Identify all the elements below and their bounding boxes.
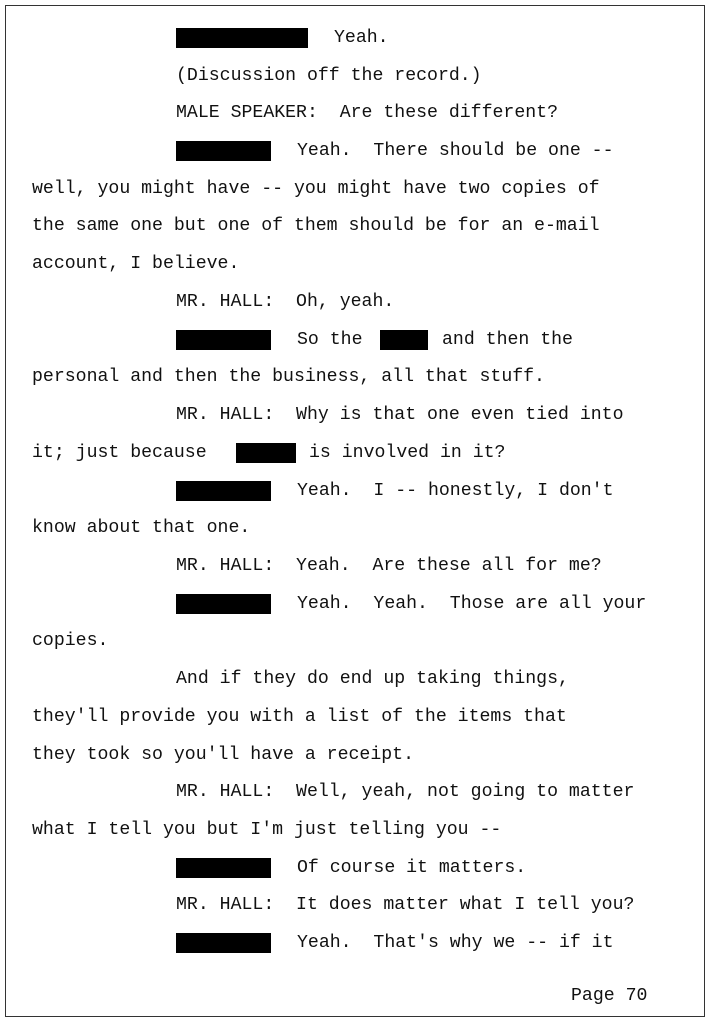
- transcript-line: [6, 591, 647, 617]
- transcript-line: [6, 817, 502, 843]
- transcript-line: [6, 251, 240, 277]
- line-text: So the: [297, 330, 363, 350]
- transcript-line: [6, 289, 395, 315]
- transcript-line: [6, 855, 527, 881]
- transcript-line: [6, 176, 600, 202]
- transcript-line: [6, 704, 567, 730]
- redaction-bar: [236, 443, 296, 463]
- line-text: Yeah.: [334, 28, 389, 48]
- line-text: Yeah. There should be one --: [297, 141, 614, 161]
- transcript-line: [6, 364, 545, 390]
- redaction-bar: [176, 141, 271, 161]
- transcript-line: [6, 138, 614, 164]
- transcript-line: [6, 892, 635, 918]
- transcript-line: [6, 100, 558, 126]
- line-text: Yeah. That's why we -- if it: [297, 933, 614, 953]
- transcript-line: [6, 515, 251, 541]
- redaction-bar: [176, 481, 271, 501]
- transcript-line: [6, 666, 569, 692]
- line-text: copies.: [32, 631, 109, 651]
- line-text: Of course it matters.: [297, 858, 527, 878]
- line-text: what I tell you but I'm just telling you --: [32, 820, 502, 840]
- page-number: Page 70: [571, 986, 648, 1006]
- line-text: MR. HALL: Why is that one even tied into: [176, 405, 624, 425]
- transcript-line: [6, 628, 109, 654]
- line-text: MR. HALL: Well, yeah, not going to matter: [176, 782, 635, 802]
- transcript-line: [6, 327, 573, 353]
- line-text: they took so you'll have a receipt.: [32, 745, 414, 765]
- redaction-bar: [176, 858, 271, 878]
- line-text: MR. HALL: It does matter what I tell you?: [176, 895, 635, 915]
- transcript-page: [5, 5, 705, 1017]
- line-text: and then the: [442, 330, 573, 350]
- line-text: account, I believe.: [32, 254, 240, 274]
- line-text: know about that one.: [32, 518, 251, 538]
- transcript-line: [6, 930, 614, 956]
- line-text: (Discussion off the record.): [176, 66, 482, 86]
- line-text: personal and then the business, all that stuff.: [32, 367, 545, 387]
- transcript-line: [6, 63, 482, 89]
- redaction-bar: [176, 330, 271, 350]
- redaction-bar: [176, 933, 271, 953]
- redaction-bar: [176, 594, 271, 614]
- line-text: well, you might have -- you might have two copies of: [32, 179, 600, 199]
- transcript-line: [6, 779, 635, 805]
- transcript-line: [6, 440, 506, 466]
- line-text: it; just because: [32, 443, 207, 463]
- transcript-line: [6, 25, 389, 51]
- transcript-line: [6, 478, 614, 504]
- line-text: they'll provide you with a list of the items that: [32, 707, 567, 727]
- redaction-bar: [176, 28, 308, 48]
- line-text: is involved in it?: [309, 443, 506, 463]
- line-text: And if they do end up taking things,: [176, 669, 569, 689]
- line-text: Yeah. Yeah. Those are all your: [297, 594, 647, 614]
- line-text: MALE SPEAKER: Are these different?: [176, 103, 558, 123]
- line-text: MR. HALL: Oh, yeah.: [176, 292, 395, 312]
- transcript-line: [6, 553, 602, 579]
- redaction-bar: [380, 330, 428, 350]
- transcript-line: [6, 742, 414, 768]
- transcript-line: [6, 402, 624, 428]
- line-text: the same one but one of them should be for an e-mail: [32, 216, 600, 236]
- transcript-line: [6, 213, 600, 239]
- line-text: MR. HALL: Yeah. Are these all for me?: [176, 556, 602, 576]
- line-text: Yeah. I -- honestly, I don't: [297, 481, 614, 501]
